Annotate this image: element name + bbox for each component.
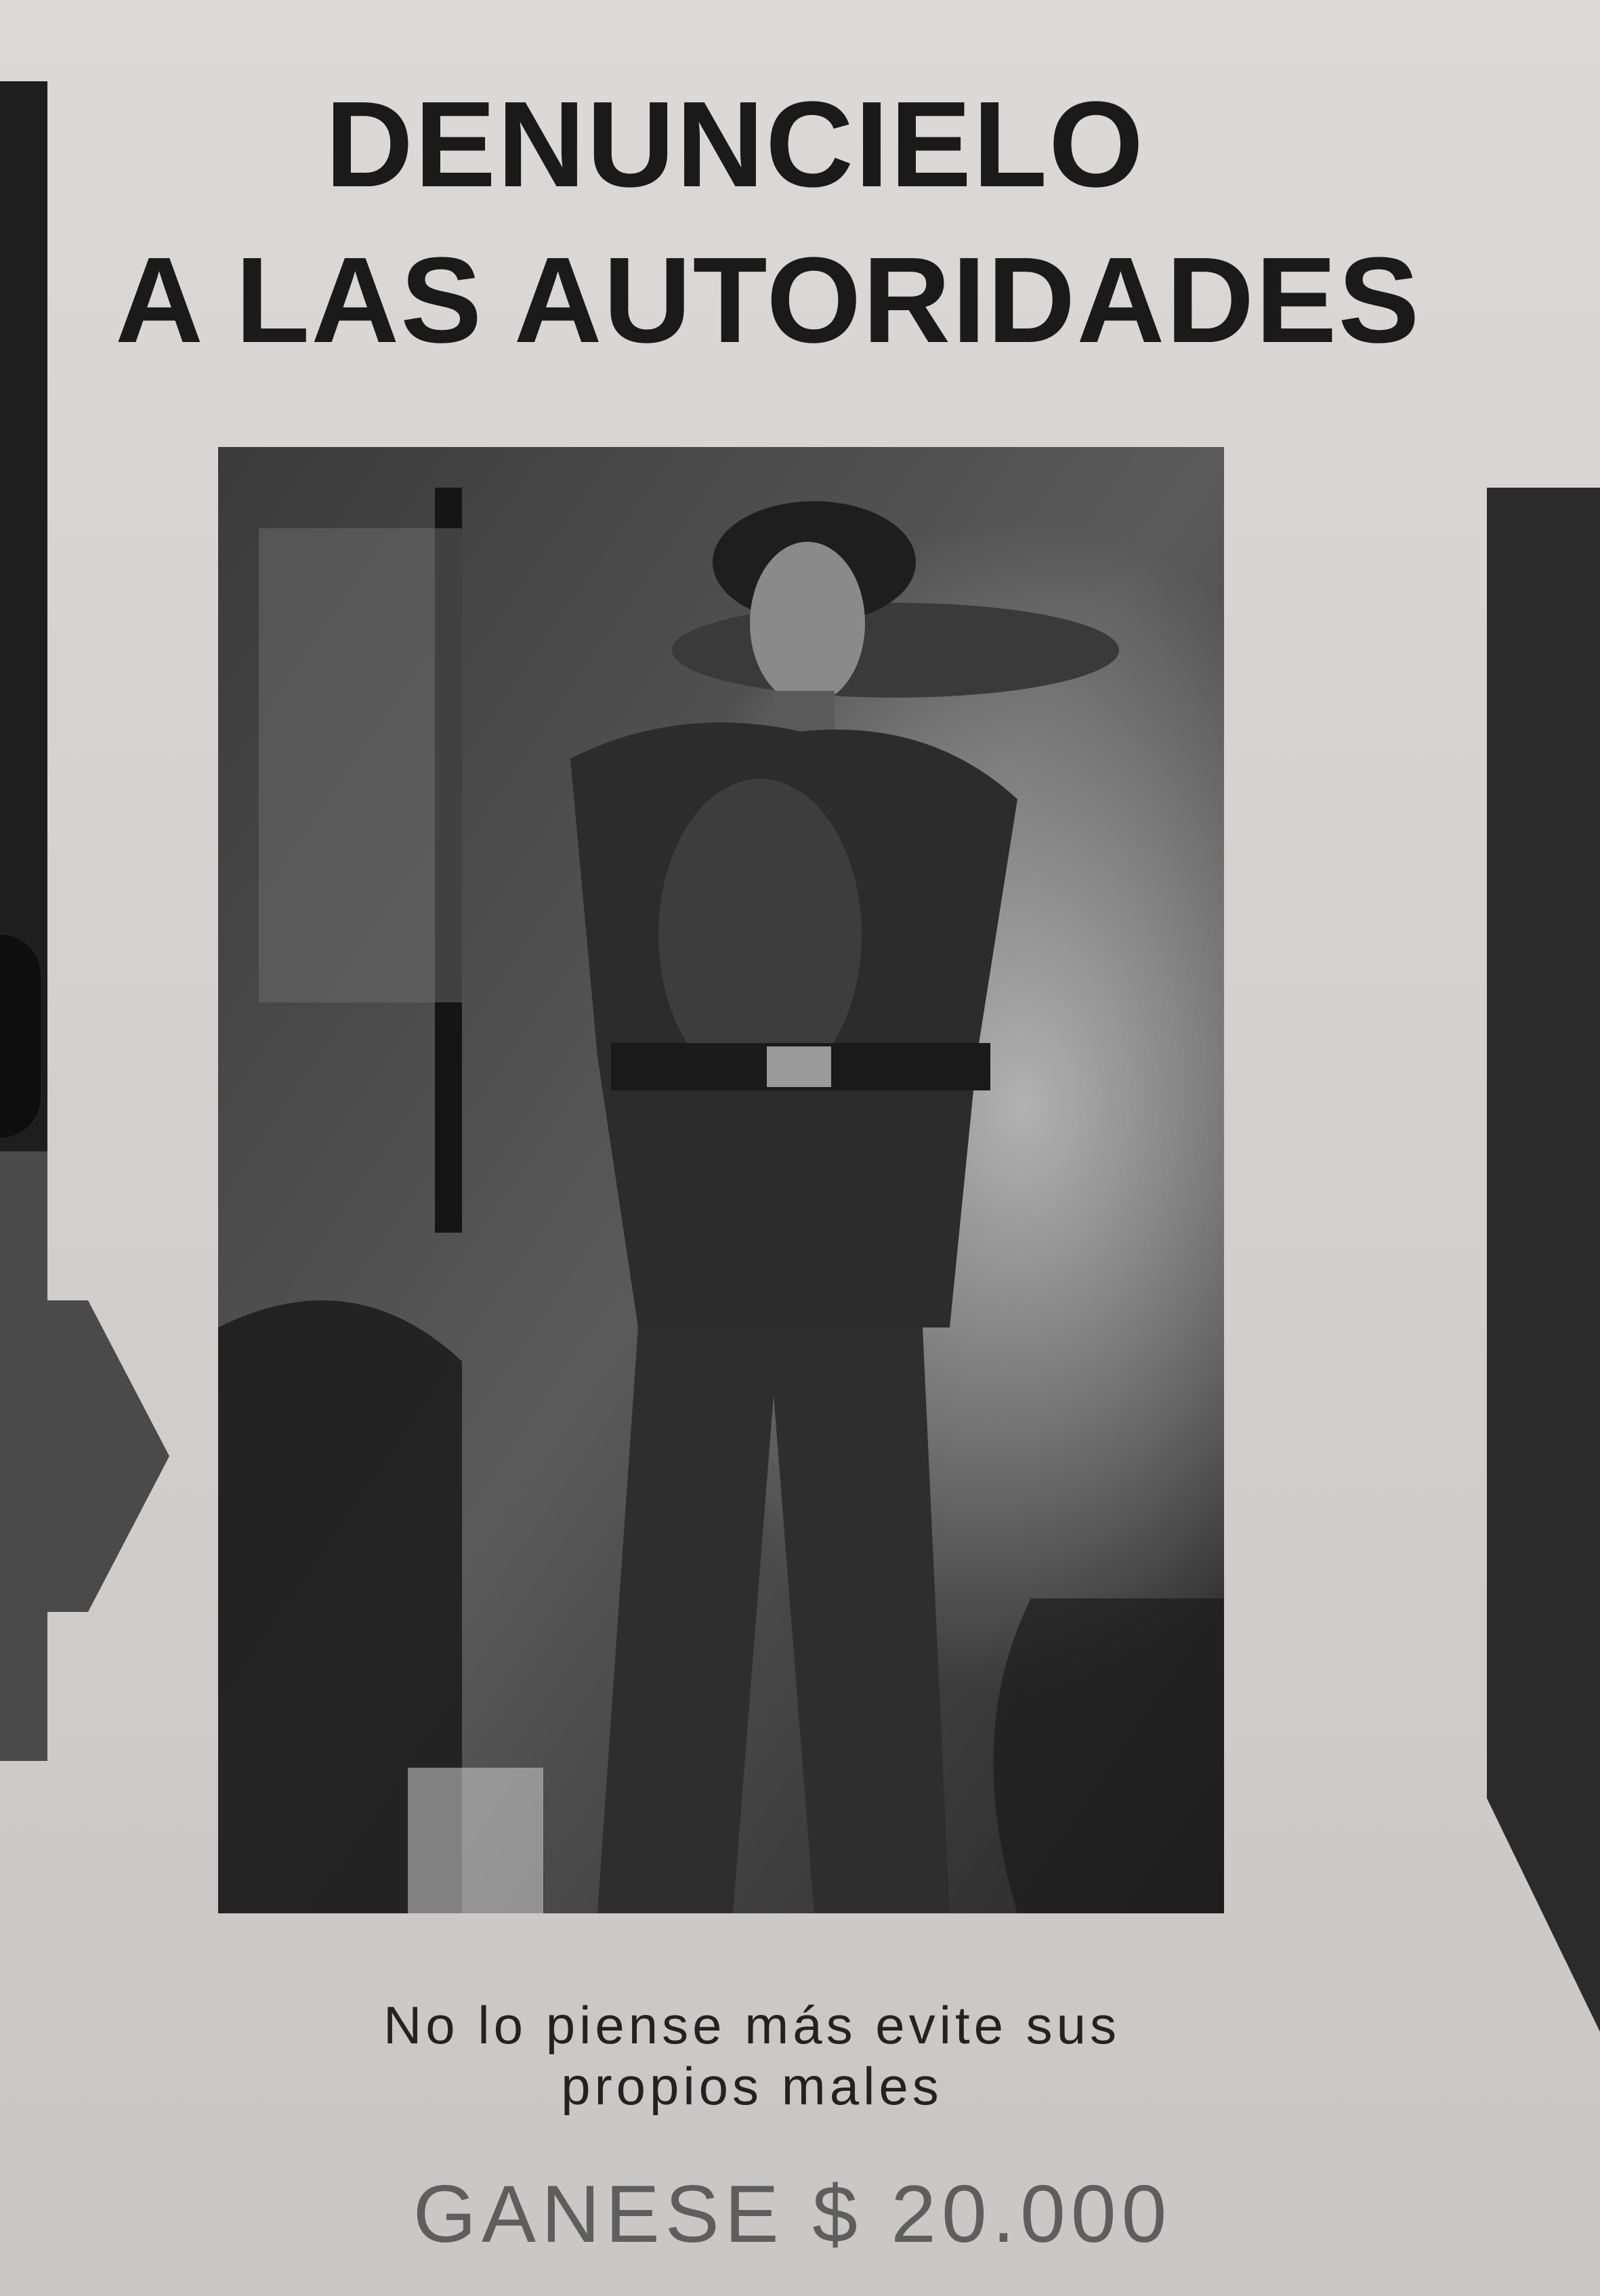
headline-line-2: A LAS AUTORIDADES — [115, 232, 1421, 368]
caption-line-1: No lo piense más evite sus — [383, 1995, 1121, 2055]
reward-text: GANESE $ 20.000 — [413, 2169, 1173, 2259]
right-arrow-graphic — [1487, 488, 1600, 2032]
wanted-person-photo — [218, 447, 1224, 1913]
left-edge-tab — [0, 935, 41, 1138]
headline-line-1: DENUNCIELO — [325, 77, 1145, 213]
caption-line-2: propios males — [561, 2056, 943, 2116]
left-arrow-graphic — [0, 1151, 176, 1761]
